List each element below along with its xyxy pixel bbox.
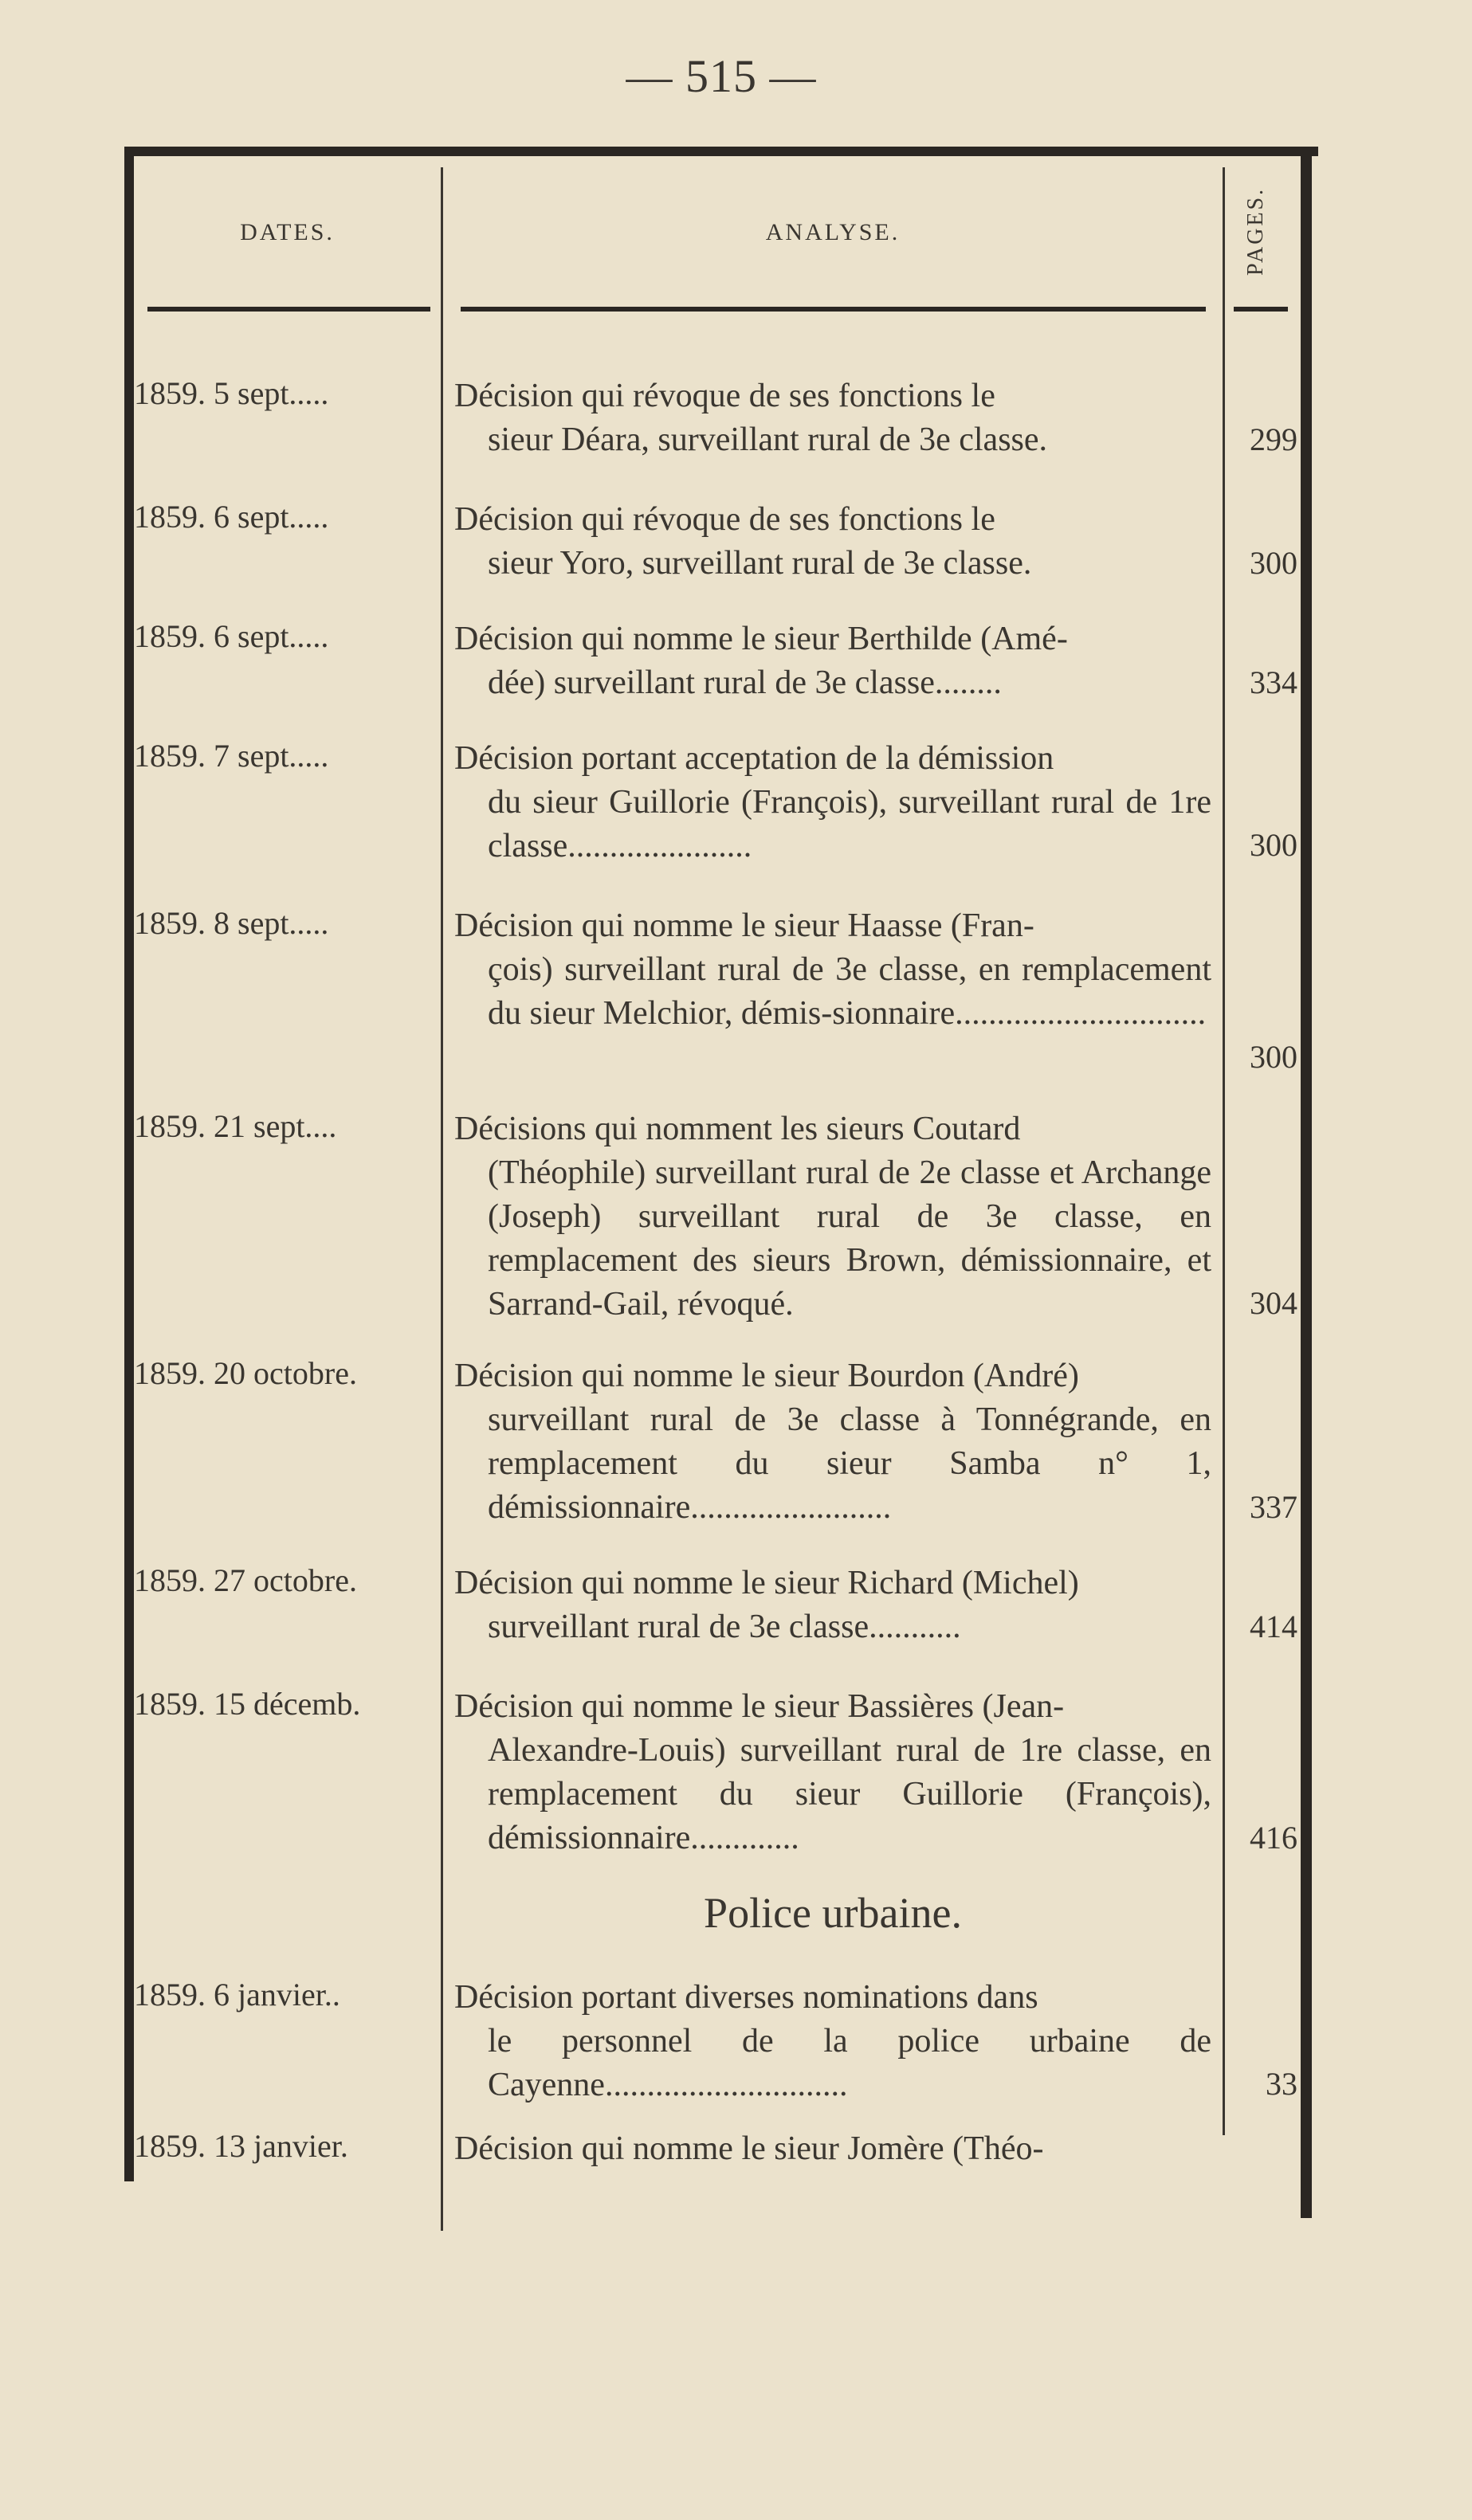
entry-analysis [454, 737, 1211, 868]
entry-analysis [454, 617, 1211, 705]
entry-page: 416 [1250, 1820, 1297, 1856]
entry-page: 414 [1250, 1609, 1297, 1644]
entry-analysis-rest: le personnel de la police urbaine de Cayenne............................. [488, 2023, 1211, 2103]
entry-analysis-first: Décision portant diverses nominations dans [454, 1979, 1038, 2016]
entry-analysis-rest: sieur Yoro, surveillant rural de 3e classe. [488, 545, 1032, 582]
entry-analysis-first: Décision qui révoque de ses fonctions le [454, 378, 995, 414]
entry-analysis-first: Décision qui nomme le sieur Haasse (Fran- [454, 907, 1034, 944]
entry-analysis-rest: surveillant rural de 3e classe........... [488, 1609, 961, 1645]
entry-analysis [454, 1354, 1211, 1530]
entry-analysis-rest: dée) surveillant rural de 3e classe........ [488, 664, 1002, 701]
entry-page: 299 [1250, 421, 1297, 457]
entry-date: 1859. 21 sept.... [134, 1108, 337, 1144]
entry-page: 300 [1250, 1039, 1297, 1075]
entry-analysis-first: Décision qui nomme le sieur Bassières (Jean- [454, 1688, 1065, 1725]
entry-date: 1859. 27 octobre. [134, 1562, 357, 1598]
entry-date: 1859. 5 sept..... [134, 375, 329, 411]
entry-page: 304 [1250, 1285, 1297, 1321]
column-divider-pages [1223, 167, 1225, 2135]
entry-analysis [454, 374, 1211, 462]
entry-date: 1859. 7 sept..... [134, 738, 329, 774]
entry-page: 33 [1266, 2066, 1297, 2102]
entry-analysis [454, 2127, 1211, 2171]
entry-page: 300 [1250, 545, 1297, 581]
entry-date: 1859. 20 octobre. [134, 1355, 357, 1391]
entry-analysis-rest: çois) surveillant rural de 3e classe, en remplacement du sieur Melchior, démis-sionnaire.............................. [488, 951, 1211, 1032]
entry-analysis-first: Décision qui nomme le sieur Bourdon (André) [454, 1358, 1079, 1394]
entry-date: 1859. 6 sept..... [134, 618, 329, 654]
header-rule-analyse [461, 307, 1206, 312]
entry-analysis [454, 904, 1211, 1036]
entry-analysis [454, 1562, 1211, 1649]
column-header-pages: PAGES. [1243, 186, 1268, 276]
entry-date: 1859. 6 sept..... [134, 499, 329, 535]
entry-date: 1859. 6 janvier.. [134, 1977, 340, 2012]
header-rule-pages [1234, 307, 1288, 312]
entry-analysis-first: Décision qui révoque de ses fonctions le [454, 501, 995, 538]
entry-analysis-rest: (Théophile) surveillant rural de 2e classe et Archange (Joseph) surveillant rural de 3e classe, en remplacement des sieurs Brown, démissionnaire, et Sarrand-Gail, révoqué. [488, 1154, 1211, 1323]
entry-analysis-first: Décision qui nomme le sieur Berthilde (Amé- [454, 621, 1068, 657]
entry-analysis-rest: du sieur Guillorie (François), surveillant rural de 1re classe...................... [488, 784, 1211, 864]
page-number: — 515 — [626, 50, 817, 102]
entry-analysis [454, 498, 1211, 586]
entry-analysis-rest: sieur Déara, surveillant rural de 3e classe. [488, 421, 1048, 458]
header-rule-dates [147, 307, 430, 312]
entry-analysis-first: Décision qui nomme le sieur Jomère (Théo- [454, 2130, 1044, 2167]
table-frame-top [124, 147, 1318, 156]
entry-page: 300 [1250, 827, 1297, 863]
column-header-analyse: ANALYSE. [765, 219, 901, 245]
table-frame-right [1301, 147, 1312, 2218]
section-title-police-urbaine: Police urbaine. [704, 1889, 962, 1937]
entry-date: 1859. 8 sept..... [134, 905, 329, 941]
entry-analysis [454, 1685, 1211, 1860]
entry-analysis-rest: Alexandre-Louis) surveillant rural de 1re classe, en remplacement du sieur Guillorie (François), démissionnaire............. [488, 1732, 1211, 1856]
entry-analysis-first: Décisions qui nomment les sieurs Coutard [454, 1111, 1021, 1147]
entry-analysis [454, 1976, 1211, 2107]
column-header-dates: DATES. [240, 219, 335, 245]
entry-page: 337 [1250, 1489, 1297, 1525]
entry-analysis [454, 1107, 1211, 1327]
entry-date: 1859. 13 janvier. [134, 2128, 348, 2164]
entry-page: 334 [1250, 664, 1297, 700]
entry-analysis-first: Décision portant acceptation de la démission [454, 740, 1054, 777]
entry-date: 1859. 15 décemb. [134, 1686, 361, 1722]
entry-analysis-first: Décision qui nomme le sieur Richard (Michel) [454, 1565, 1079, 1601]
table-frame-left [124, 147, 134, 2181]
entry-analysis-rest: surveillant rural de 3e classe à Tonnégrande, en remplacement du sieur Samba n° 1, démissionnaire........................ [488, 1401, 1211, 1526]
